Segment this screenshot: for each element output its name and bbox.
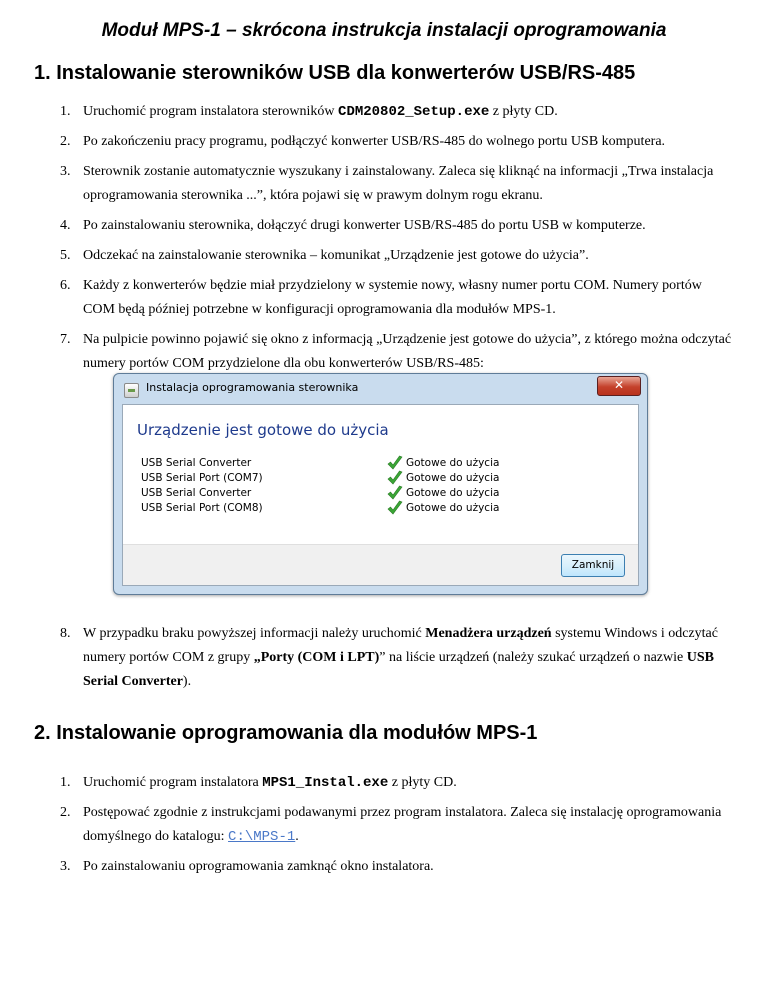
dialog-title: Instalacja oprogramowania sterownika bbox=[146, 381, 359, 394]
dialog-heading: Urządzenie jest gotowe do użycia bbox=[137, 421, 389, 439]
device-name: USB Serial Port (COM7) bbox=[141, 472, 263, 484]
setup-filename: CDM20802_Setup.exe bbox=[338, 104, 490, 120]
checkmark-icon bbox=[386, 499, 404, 517]
step-7: 7. Na pulpicie powinno pojawić się okno z informacją „Urządzenie jest gotowe do użycia”, z którego można odczytać numery portów COM przydzielone dla obu konwerterów USB/RS-485: bbox=[60, 332, 732, 371]
device-row bbox=[141, 457, 601, 472]
dialog-footer bbox=[123, 544, 638, 585]
section-1-steps bbox=[60, 100, 732, 376]
device-row bbox=[141, 502, 601, 517]
step-4: 4. Po zainstalowaniu sterownika, dołączyć drugi konwerter USB/RS-485 do portu USB w komputerze. bbox=[60, 218, 646, 233]
device-name: USB Serial Port (COM8) bbox=[141, 502, 263, 514]
dialog-titlebar bbox=[114, 374, 647, 404]
driver-install-dialog bbox=[113, 373, 648, 595]
close-dialog-button[interactable]: Zamknij bbox=[561, 554, 625, 577]
section-1-step-8 bbox=[60, 622, 732, 694]
section-2-steps bbox=[60, 771, 732, 879]
device-row bbox=[141, 472, 601, 487]
dialog-content bbox=[122, 404, 639, 586]
install-path-link[interactable]: C:\MPS-1 bbox=[228, 829, 296, 845]
step-2: 2. Postępować zgodnie z instrukcjami podawanymi przez program instalatora. Zaleca się instalację oprogramowania domyślnego do katalogu: C:\MPS-1. bbox=[60, 805, 722, 845]
step-5: 5. Odczekać na zainstalowanie sterownika – komunikat „Urządzenie jest gotowe do użycia”. bbox=[60, 248, 589, 263]
device-status: Gotowe do użycia bbox=[406, 502, 500, 514]
step-8: 8. W przypadku braku powyższej informacji należy uruchomić Menadżera urządzeń systemu Windows i odczytać numery portów COM z grupy „Porty (COM i LPT)” na liście urządzeń (należy szukać urządzeń o nazwie USB Serial Converter). bbox=[60, 626, 718, 689]
device-status: Gotowe do użycia bbox=[406, 457, 500, 469]
device-name: USB Serial Converter bbox=[141, 457, 252, 469]
section-2-heading: 2. Instalowanie oprogramowania dla modułów MPS-1 bbox=[34, 722, 538, 744]
device-name: USB Serial Converter bbox=[141, 487, 252, 499]
device-status: Gotowe do użycia bbox=[406, 487, 500, 499]
device-status: Gotowe do użycia bbox=[406, 472, 500, 484]
section-1-heading: 1. Instalowanie sterowników USB dla konwerterów USB/RS-485 bbox=[34, 62, 636, 84]
step-3: 3. Sterownik zostanie automatycznie wyszukany i zainstalowany. Zaleca się kliknąć na informacji „Trwa instalacja oprogramowania sterownika ...”, która pojawi się w prawym dolnym rogu ekranu. bbox=[60, 164, 714, 203]
close-button[interactable]: ✕ bbox=[597, 376, 641, 396]
device-row bbox=[141, 487, 601, 502]
step-6: 6. Każdy z konwerterów będzie miał przydzielony w systemie nowy, własny numer portu COM. Numery portów COM będą później potrzebne w konfiguracji oprogramowania dla modułów MPS-1. bbox=[60, 278, 702, 317]
document-title: Moduł MPS-1 – skrócona instrukcja instalacji oprogramowania bbox=[101, 20, 667, 41]
step-2: 2. Po zakończeniu pracy programu, podłączyć konwerter USB/RS-485 do wolnego portu USB komputera. bbox=[60, 134, 666, 149]
installer-filename: MPS1_Instal.exe bbox=[262, 775, 389, 791]
step-1: 1. Uruchomić program instalatora sterowników CDM20802_Setup.exe z płyty CD. bbox=[60, 104, 558, 120]
step-3: 3. Po zainstalowaniu oprogramowania zamknąć okno instalatora. bbox=[60, 859, 434, 874]
installer-icon bbox=[124, 383, 139, 398]
step-1: 1. Uruchomić program instalatora MPS1_Instal.exe z płyty CD. bbox=[60, 775, 457, 791]
